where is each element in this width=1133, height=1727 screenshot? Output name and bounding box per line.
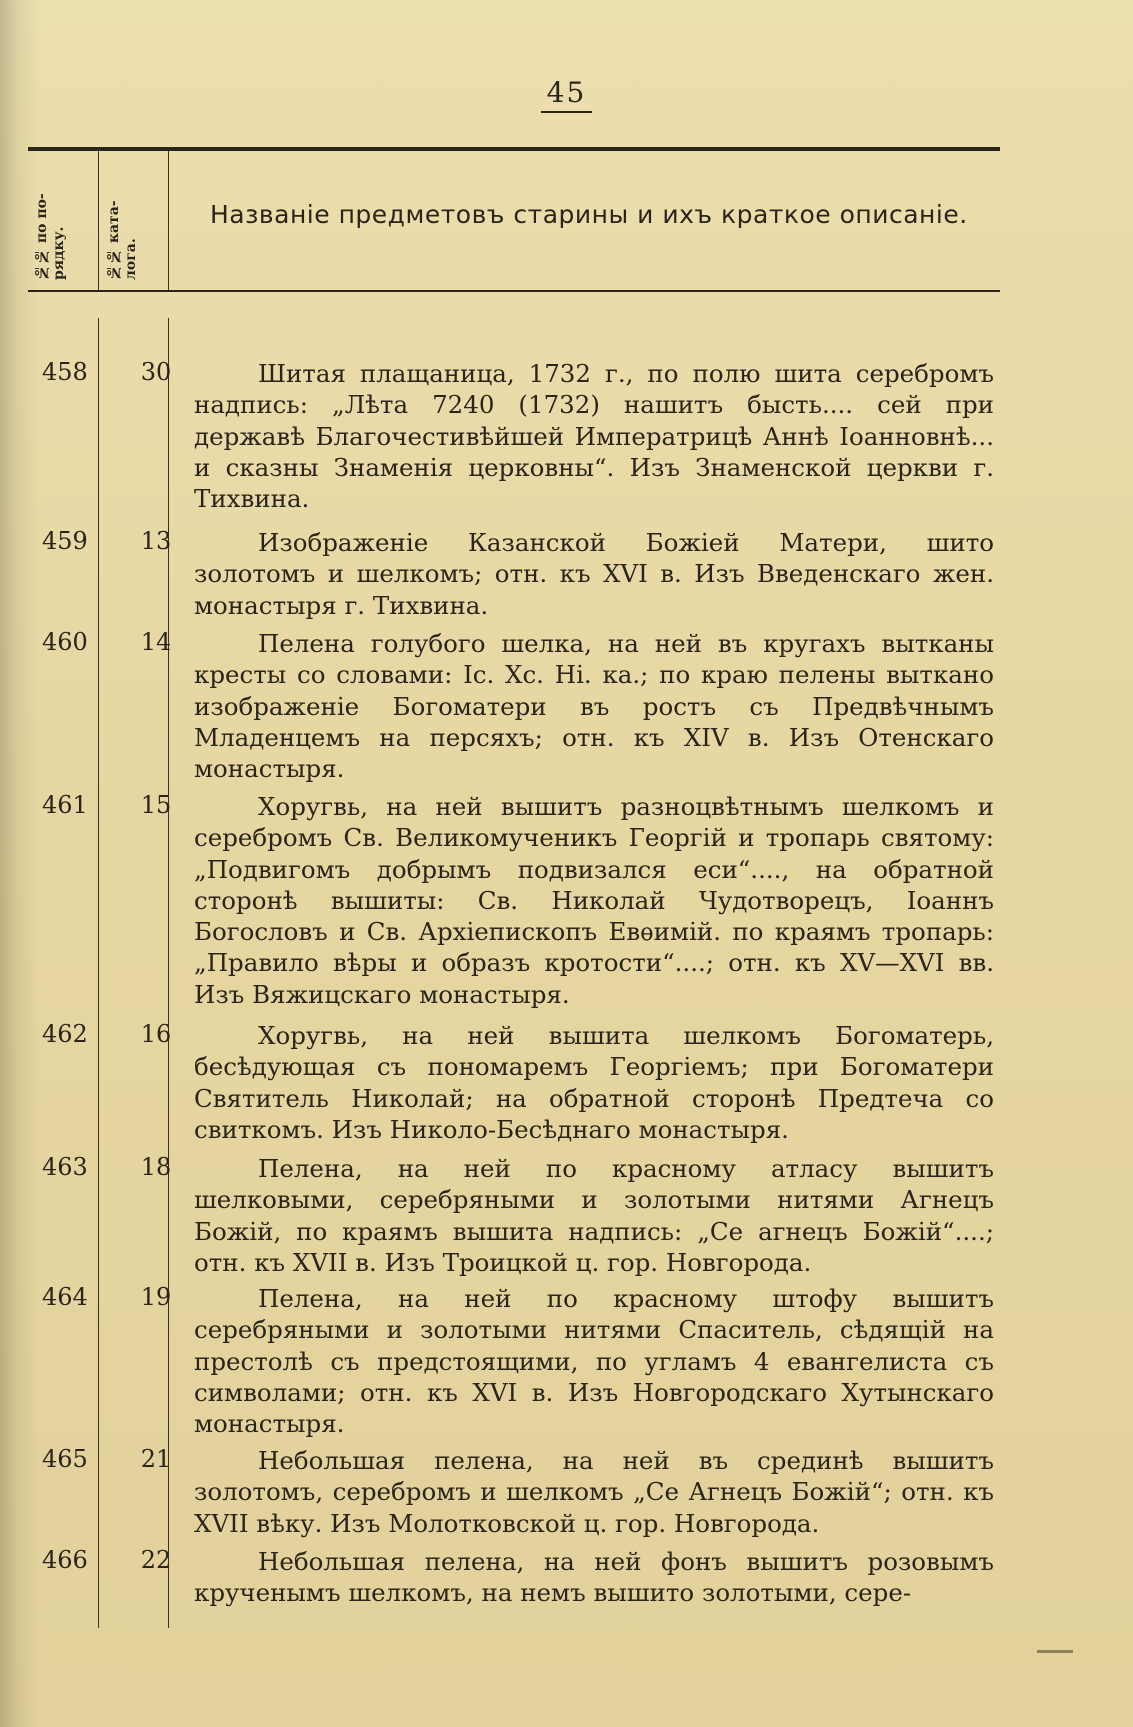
entry-description: Пелена, на ней по красному атласу вышитъ шелковыми, серебряными и золотыми нитями Агнецъ Божій, по краямъ вышита надпись: „Се агнецъ Божій“....; отн. къ XVII в. Изъ Троицкой ц. гор. Новгорода.	[194, 1154, 994, 1277]
header-col-catalog: №№ ката- лога.	[106, 200, 139, 280]
entry-description: Изображеніе Казанской Божіей Матери, шито золотомъ и шелкомъ; отн. къ XVI в. Изъ Введенскаго жен. монастыря г. Тихвина.	[194, 528, 994, 620]
entry-number: 462	[42, 1020, 88, 1048]
entry-description: Небольшая пелена, на ней фонъ вышитъ розовымъ крученымъ шелкомъ, на немъ вышито золотыми, сере-	[194, 1547, 994, 1608]
header-title: Названіе предметовъ старины и ихъ краткое описаніе.	[210, 200, 968, 229]
entry-catalog: 18	[140, 1153, 172, 1181]
entry-number: 461	[42, 791, 88, 819]
table-header-rule	[28, 290, 1000, 292]
entry-description: Хоругвь, на ней вышитъ разноцвѣтнымъ шелкомъ и серебромъ Св. Великомученикъ Георгій и тропарь святому: „Подвигомъ добрымъ подвизался еси“...., на обратной сторонѣ вышиты: Св. Николай Чудотворецъ, Іоаннъ Богословъ и Св. Архіепископъ Евѳимій. по краямъ тропарь: „Правило вѣры и образъ кротости“....; отн. къ XV—XVI вв. Изъ Вяжицскаго монастыря.	[194, 792, 994, 1009]
entry-catalog: 15	[140, 791, 172, 819]
entry-number: 463	[42, 1153, 88, 1181]
entry-number: 459	[42, 527, 88, 555]
body-divider-2	[168, 318, 169, 1628]
table-top-rule	[28, 147, 1000, 151]
entry-catalog: 30	[140, 358, 172, 386]
header-col-number: №№ по по- рядку.	[34, 193, 67, 280]
entry-description: Шитая плащаница, 1732 г., по полю шита серебромъ надпись: „Лѣта 7240 (1732) нашитъ бысть.... сей при державѣ Благочестивѣйшей Императрицѣ Аннѣ Іоанновнѣ... и сказны Знаменія церковны“. Изъ Знаменской церкви г. Тихвина.	[194, 359, 994, 514]
entry-description: Пелена голубого шелка, на ней въ кругахъ вытканы кресты со словами: Іс. Хс. Ні. ка.; по краю пелены выткано изображеніе Богоматери въ ростъ съ Предвѣчнымъ Младенцемъ на персяхъ; отн. къ XIV в. Изъ Отенскаго монастыря.	[194, 629, 994, 784]
header-divider-1	[98, 151, 99, 290]
entry-catalog: 22	[140, 1546, 172, 1574]
entry-catalog: 16	[140, 1020, 172, 1048]
entry-catalog: 13	[140, 527, 172, 555]
entry-number: 465	[42, 1445, 88, 1473]
entry-catalog: 14	[140, 628, 172, 656]
body-divider-1	[98, 318, 99, 1628]
entry-number: 464	[42, 1283, 88, 1311]
entry-description: Пелена, на ней по красному штофу вышитъ серебряными и золотыми нитями Спаситель, сѣдящій на престолѣ съ предстоящими, по угламъ 4 евангелиста съ символами; отн. къ XVI в. Изъ Новгородскаго Хутынскаго монастыря.	[194, 1284, 994, 1439]
entry-number: 466	[42, 1546, 88, 1574]
page-number: 45	[0, 76, 1133, 113]
entry-catalog: 19	[140, 1283, 172, 1311]
entry-description: Небольшая пелена, на ней въ срединѣ вышитъ золотомъ, серебромъ и шелкомъ „Се Агнецъ Божій“; отн. къ XVII вѣку. Изъ Молотковской ц. гор. Новгорода.	[194, 1446, 994, 1538]
entry-number: 460	[42, 628, 88, 656]
entry-description: Хоругвь, на ней вышита шелкомъ Богоматерь, бесѣдующая съ пономаремъ Георгіемъ; при Богоматери Святитель Николай; на обратной сторонѣ Предтеча со свиткомъ. Изъ Николо-Бесѣднаго монастыря.	[194, 1021, 994, 1144]
ink-mark	[1037, 1650, 1073, 1653]
entry-number: 458	[42, 358, 88, 386]
entry-catalog: 21	[140, 1445, 172, 1473]
header-divider-2	[168, 151, 169, 290]
